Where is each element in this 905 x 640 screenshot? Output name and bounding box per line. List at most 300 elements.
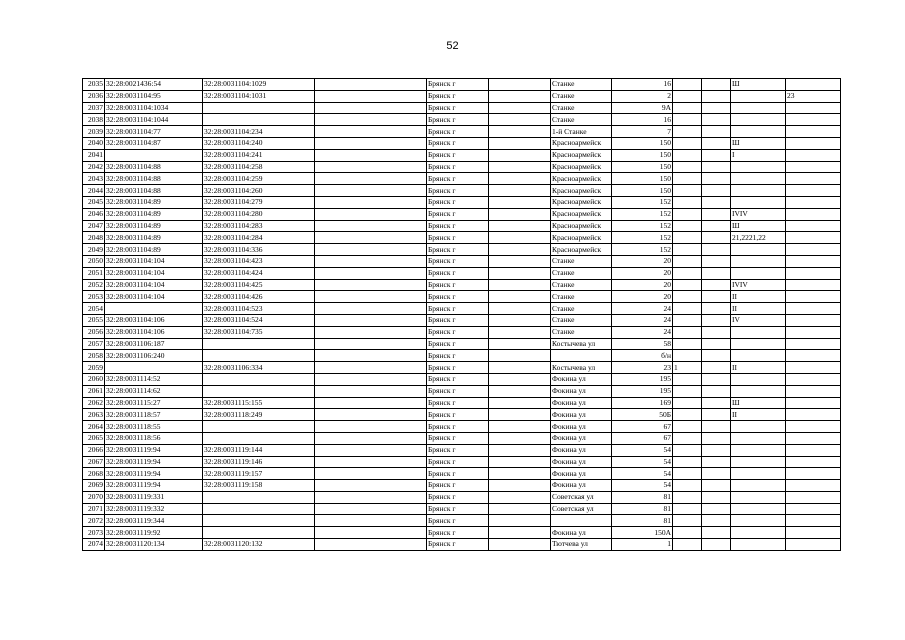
cell-col-4 (315, 161, 427, 173)
cell-building (673, 432, 702, 444)
cell-row-number: 2058 (83, 350, 105, 362)
cell-house-number: 24 (612, 303, 673, 315)
cell-col-4 (315, 137, 427, 149)
cell-object-cadastral-number: 32:28:0031104:258 (203, 161, 315, 173)
cell-col-4 (315, 255, 427, 267)
cell-col-10 (702, 409, 731, 421)
cell-city: Брянск г (427, 432, 489, 444)
cell-col-6 (489, 468, 551, 480)
cell-col-4 (315, 149, 427, 161)
table-row (83, 444, 841, 456)
cell-col-4 (315, 196, 427, 208)
cell-street: Красноармейск (551, 208, 612, 220)
cell-col-10 (702, 468, 731, 480)
cell-col-6 (489, 444, 551, 456)
cell-col-10 (702, 196, 731, 208)
cell-city: Брянск г (427, 539, 489, 551)
cell-building (673, 220, 702, 232)
cell-cadastral-number (105, 303, 203, 315)
cell-building (673, 208, 702, 220)
cell-object-cadastral-number: 32:28:0031104:735 (203, 326, 315, 338)
cell-col-10 (702, 456, 731, 468)
cell-street: Фокина ул (551, 468, 612, 480)
cell-premises-numbers (731, 468, 786, 480)
cell-building (673, 480, 702, 492)
cell-col-10 (702, 90, 731, 102)
cell-object-cadastral-number: 32:28:0031104:425 (203, 279, 315, 291)
cell-row-number: 2054 (83, 303, 105, 315)
cell-premises-numbers (731, 491, 786, 503)
cell-col-6 (489, 539, 551, 551)
cell-house-number: 54 (612, 480, 673, 492)
cell-object-cadastral-number: 32:28:0031104:234 (203, 126, 315, 138)
cell-object-cadastral-number: 32:28:0031104:284 (203, 232, 315, 244)
cell-building (673, 114, 702, 126)
table-row (83, 267, 841, 279)
cell-col-10 (702, 291, 731, 303)
cell-col-10 (702, 326, 731, 338)
cell-row-number: 2047 (83, 220, 105, 232)
cell-cadastral-number: 32:28:0031119:94 (105, 480, 203, 492)
cell-house-number: 150 (612, 149, 673, 161)
cell-col-10 (702, 338, 731, 350)
cell-col-10 (702, 303, 731, 315)
cell-row-number: 2060 (83, 373, 105, 385)
cell-premises-numbers (731, 244, 786, 256)
cell-street (551, 350, 612, 362)
cell-col-12 (786, 149, 841, 161)
cell-col-6 (489, 185, 551, 197)
cell-col-10 (702, 432, 731, 444)
cell-row-number: 2053 (83, 291, 105, 303)
cell-street: Красноармейск (551, 220, 612, 232)
table-row (83, 114, 841, 126)
table-row (83, 503, 841, 515)
cell-col-10 (702, 279, 731, 291)
cell-object-cadastral-number (203, 102, 315, 114)
cell-col-4 (315, 338, 427, 350)
cell-premises-numbers (731, 432, 786, 444)
cell-col-12 (786, 409, 841, 421)
cell-col-10 (702, 515, 731, 527)
cell-city: Брянск г (427, 102, 489, 114)
cell-building (673, 79, 702, 91)
table-row (83, 350, 841, 362)
cell-street: Красноармейск (551, 173, 612, 185)
cell-street: Фокина ул (551, 527, 612, 539)
cell-building (673, 409, 702, 421)
cell-house-number: 152 (612, 232, 673, 244)
cell-row-number: 2061 (83, 385, 105, 397)
cell-city: Брянск г (427, 255, 489, 267)
cell-cadastral-number: 32:28:0031119:344 (105, 515, 203, 527)
cell-col-4 (315, 350, 427, 362)
cell-col-6 (489, 314, 551, 326)
cell-col-4 (315, 468, 427, 480)
cell-col-4 (315, 432, 427, 444)
cell-city: Брянск г (427, 149, 489, 161)
cell-street: Фокина ул (551, 456, 612, 468)
table-row (83, 385, 841, 397)
cell-col-6 (489, 137, 551, 149)
cell-premises-numbers (731, 173, 786, 185)
cell-building (673, 126, 702, 138)
cell-col-6 (489, 279, 551, 291)
table-row (83, 539, 841, 551)
cell-cadastral-number: 32:28:0031104:104 (105, 291, 203, 303)
cell-row-number: 2036 (83, 90, 105, 102)
cell-cadastral-number: 32:28:0031104:104 (105, 267, 203, 279)
cell-col-6 (489, 350, 551, 362)
cell-row-number: 2037 (83, 102, 105, 114)
cell-street: Фокина ул (551, 409, 612, 421)
cell-row-number: 2066 (83, 444, 105, 456)
cell-street: Станке (551, 314, 612, 326)
cell-house-number: 20 (612, 279, 673, 291)
table-row (83, 185, 841, 197)
cell-street: Фокина ул (551, 432, 612, 444)
table-row (83, 326, 841, 338)
cell-street: Тютчева ул (551, 539, 612, 551)
cell-row-number: 2067 (83, 456, 105, 468)
cell-cadastral-number: 32:28:0031106:187 (105, 338, 203, 350)
cell-row-number: 2045 (83, 196, 105, 208)
cell-col-4 (315, 421, 427, 433)
cell-premises-numbers (731, 338, 786, 350)
cell-cadastral-number: 32:28:0031104:95 (105, 90, 203, 102)
cell-cadastral-number: 32:28:0031104:89 (105, 220, 203, 232)
cell-cadastral-number: 32:28:0031104:88 (105, 161, 203, 173)
cell-building (673, 456, 702, 468)
cell-object-cadastral-number: 32:28:0031104:1029 (203, 79, 315, 91)
cell-col-12 (786, 385, 841, 397)
cell-object-cadastral-number: 32:28:0031120:132 (203, 539, 315, 551)
cell-col-10 (702, 314, 731, 326)
cell-house-number: 24 (612, 314, 673, 326)
cell-premises-numbers: Ш (731, 79, 786, 91)
cell-col-12 (786, 350, 841, 362)
cell-object-cadastral-number: 32:28:0031119:158 (203, 480, 315, 492)
cell-building (673, 137, 702, 149)
cell-col-6 (489, 161, 551, 173)
cell-cadastral-number: 32:28:0031104:1044 (105, 114, 203, 126)
cell-col-12 (786, 539, 841, 551)
cell-premises-numbers: II (731, 303, 786, 315)
cell-col-6 (489, 373, 551, 385)
cell-object-cadastral-number: 32:28:0031104:524 (203, 314, 315, 326)
cell-col-4 (315, 527, 427, 539)
cell-col-12 (786, 397, 841, 409)
table-row (83, 220, 841, 232)
cell-row-number: 2052 (83, 279, 105, 291)
cell-building (673, 102, 702, 114)
cell-street: Фокина ул (551, 397, 612, 409)
cell-object-cadastral-number: 32:28:0031118:249 (203, 409, 315, 421)
cell-cadastral-number: 32:28:0031118:57 (105, 409, 203, 421)
table-row (83, 137, 841, 149)
cell-col-10 (702, 208, 731, 220)
cell-row-number: 2068 (83, 468, 105, 480)
cell-street: Красноармейск (551, 137, 612, 149)
cell-building (673, 196, 702, 208)
cell-col-4 (315, 303, 427, 315)
cell-col-4 (315, 326, 427, 338)
cell-col-4 (315, 409, 427, 421)
table-row (83, 303, 841, 315)
cell-object-cadastral-number (203, 350, 315, 362)
table-row (83, 279, 841, 291)
cell-cadastral-number: 32:28:0021436:54 (105, 79, 203, 91)
cell-row-number: 2065 (83, 432, 105, 444)
cell-house-number: 16 (612, 114, 673, 126)
cell-city: Брянск г (427, 314, 489, 326)
cell-city: Брянск г (427, 362, 489, 374)
cell-col-10 (702, 397, 731, 409)
cell-col-4 (315, 185, 427, 197)
cell-row-number: 2040 (83, 137, 105, 149)
cell-house-number: 9А (612, 102, 673, 114)
cell-object-cadastral-number: 32:28:0031104:283 (203, 220, 315, 232)
cell-building (673, 468, 702, 480)
cell-col-4 (315, 79, 427, 91)
cell-col-12 (786, 468, 841, 480)
cell-row-number: 2059 (83, 362, 105, 374)
cell-building (673, 373, 702, 385)
cell-premises-numbers: II (731, 362, 786, 374)
cell-premises-numbers (731, 527, 786, 539)
table-row (83, 79, 841, 91)
cell-street: Станке (551, 255, 612, 267)
table-row (83, 244, 841, 256)
cell-object-cadastral-number: 32:28:0031115:155 (203, 397, 315, 409)
cell-col-12 (786, 421, 841, 433)
cell-col-12 (786, 185, 841, 197)
cell-house-number: 150 (612, 161, 673, 173)
cell-col-12 (786, 126, 841, 138)
cell-building (673, 515, 702, 527)
cell-row-number: 2050 (83, 255, 105, 267)
cell-premises-numbers: Ш (731, 220, 786, 232)
cell-cadastral-number: 32:28:0031104:106 (105, 314, 203, 326)
cell-cadastral-number: 32:28:0031118:55 (105, 421, 203, 433)
cell-city: Брянск г (427, 421, 489, 433)
cell-city: Брянск г (427, 385, 489, 397)
cell-col-10 (702, 267, 731, 279)
cell-house-number: 20 (612, 267, 673, 279)
cell-house-number: 195 (612, 385, 673, 397)
table-row (83, 149, 841, 161)
cell-city: Брянск г (427, 208, 489, 220)
cell-building: 1 (673, 362, 702, 374)
cell-col-10 (702, 149, 731, 161)
cell-col-6 (489, 126, 551, 138)
cell-col-12 (786, 456, 841, 468)
cell-building (673, 149, 702, 161)
table-row (83, 314, 841, 326)
cell-col-12 (786, 527, 841, 539)
cell-col-6 (489, 409, 551, 421)
cell-building (673, 539, 702, 551)
cell-house-number: 195 (612, 373, 673, 385)
cell-house-number: 81 (612, 491, 673, 503)
cell-col-10 (702, 173, 731, 185)
cell-col-10 (702, 491, 731, 503)
cell-street: Станке (551, 90, 612, 102)
table-row (83, 196, 841, 208)
cell-object-cadastral-number (203, 515, 315, 527)
cell-col-10 (702, 385, 731, 397)
cell-col-12 (786, 503, 841, 515)
cell-house-number: 150 (612, 137, 673, 149)
cell-col-4 (315, 397, 427, 409)
cell-street: Станке (551, 326, 612, 338)
cell-col-10 (702, 232, 731, 244)
cell-building (673, 503, 702, 515)
cell-row-number: 2073 (83, 527, 105, 539)
cell-cadastral-number: 32:28:0031104:89 (105, 208, 203, 220)
cell-house-number: 24 (612, 326, 673, 338)
table-row (83, 456, 841, 468)
table-row (83, 161, 841, 173)
cell-building (673, 397, 702, 409)
table-row (83, 515, 841, 527)
cell-house-number: 81 (612, 503, 673, 515)
cell-cadastral-number: 32:28:0031106:240 (105, 350, 203, 362)
cell-col-10 (702, 480, 731, 492)
cell-city: Брянск г (427, 137, 489, 149)
cell-row-number: 2042 (83, 161, 105, 173)
cell-col-4 (315, 90, 427, 102)
cell-house-number: 152 (612, 220, 673, 232)
cell-col-12 (786, 196, 841, 208)
cell-street: Красноармейск (551, 244, 612, 256)
cell-object-cadastral-number (203, 373, 315, 385)
cell-house-number: 152 (612, 196, 673, 208)
cell-row-number: 2048 (83, 232, 105, 244)
cell-col-4 (315, 480, 427, 492)
cell-col-12 (786, 444, 841, 456)
cell-row-number: 2043 (83, 173, 105, 185)
cell-col-6 (489, 338, 551, 350)
cell-city: Брянск г (427, 267, 489, 279)
cell-object-cadastral-number (203, 491, 315, 503)
cell-street: Станке (551, 102, 612, 114)
cell-premises-numbers (731, 421, 786, 433)
cell-premises-numbers (731, 326, 786, 338)
cell-building (673, 267, 702, 279)
cell-col-12 (786, 173, 841, 185)
cell-col-12 (786, 137, 841, 149)
table-row (83, 255, 841, 267)
table-row (83, 432, 841, 444)
cell-premises-numbers (731, 503, 786, 515)
cell-col-4 (315, 244, 427, 256)
cell-col-12 (786, 232, 841, 244)
cell-building (673, 244, 702, 256)
cell-col-6 (489, 480, 551, 492)
cell-cadastral-number: 32:28:0031104:87 (105, 137, 203, 149)
cell-object-cadastral-number (203, 338, 315, 350)
cell-col-10 (702, 255, 731, 267)
cell-col-12 (786, 255, 841, 267)
cell-col-4 (315, 456, 427, 468)
cell-premises-numbers (731, 267, 786, 279)
cell-col-6 (489, 220, 551, 232)
table-row (83, 373, 841, 385)
cell-house-number: 54 (612, 468, 673, 480)
cell-row-number: 2063 (83, 409, 105, 421)
cell-object-cadastral-number: 32:28:0031104:426 (203, 291, 315, 303)
cell-cadastral-number: 32:28:0031119:331 (105, 491, 203, 503)
cell-row-number: 2062 (83, 397, 105, 409)
cell-col-6 (489, 397, 551, 409)
cell-col-6 (489, 149, 551, 161)
cell-col-12 (786, 362, 841, 374)
cell-col-10 (702, 503, 731, 515)
cell-city: Брянск г (427, 515, 489, 527)
cell-city: Брянск г (427, 291, 489, 303)
cell-premises-numbers: IVIV (731, 208, 786, 220)
cell-city: Брянск г (427, 397, 489, 409)
table-row (83, 527, 841, 539)
cell-object-cadastral-number: 32:28:0031104:523 (203, 303, 315, 315)
cell-premises-numbers (731, 444, 786, 456)
cell-object-cadastral-number: 32:28:0031104:259 (203, 173, 315, 185)
cell-object-cadastral-number: 32:28:0031104:279 (203, 196, 315, 208)
cell-col-6 (489, 79, 551, 91)
cell-building (673, 161, 702, 173)
cell-premises-numbers (731, 185, 786, 197)
cell-row-number: 2072 (83, 515, 105, 527)
cell-street: Советская ул (551, 503, 612, 515)
cell-cadastral-number: 32:28:0031104:89 (105, 244, 203, 256)
cell-col-12 (786, 220, 841, 232)
cell-col-4 (315, 173, 427, 185)
cell-col-4 (315, 314, 427, 326)
cell-cadastral-number: 32:28:0031104:89 (105, 232, 203, 244)
cell-col-4 (315, 503, 427, 515)
cell-col-6 (489, 291, 551, 303)
cell-city: Брянск г (427, 527, 489, 539)
cell-building (673, 444, 702, 456)
cell-col-10 (702, 137, 731, 149)
cell-col-6 (489, 385, 551, 397)
cell-col-6 (489, 102, 551, 114)
cell-cadastral-number: 32:28:0031104:1034 (105, 102, 203, 114)
cell-house-number: 54 (612, 456, 673, 468)
cell-row-number: 2071 (83, 503, 105, 515)
cell-city: Брянск г (427, 456, 489, 468)
cell-col-6 (489, 362, 551, 374)
cell-city: Брянск г (427, 350, 489, 362)
cell-city: Брянск г (427, 480, 489, 492)
cell-row-number: 2049 (83, 244, 105, 256)
cell-cadastral-number: 32:28:0031114:62 (105, 385, 203, 397)
cell-cadastral-number (105, 149, 203, 161)
cell-cadastral-number (105, 362, 203, 374)
cell-object-cadastral-number (203, 385, 315, 397)
cell-cadastral-number: 32:28:0031104:104 (105, 255, 203, 267)
cell-city: Брянск г (427, 444, 489, 456)
cell-house-number: 7 (612, 126, 673, 138)
cell-cadastral-number: 32:28:0031119:94 (105, 444, 203, 456)
cell-street: Фокина ул (551, 480, 612, 492)
cell-col-12 (786, 279, 841, 291)
cell-street: Станке (551, 303, 612, 315)
cell-col-4 (315, 220, 427, 232)
cell-city: Брянск г (427, 338, 489, 350)
cell-street: Станке (551, 291, 612, 303)
